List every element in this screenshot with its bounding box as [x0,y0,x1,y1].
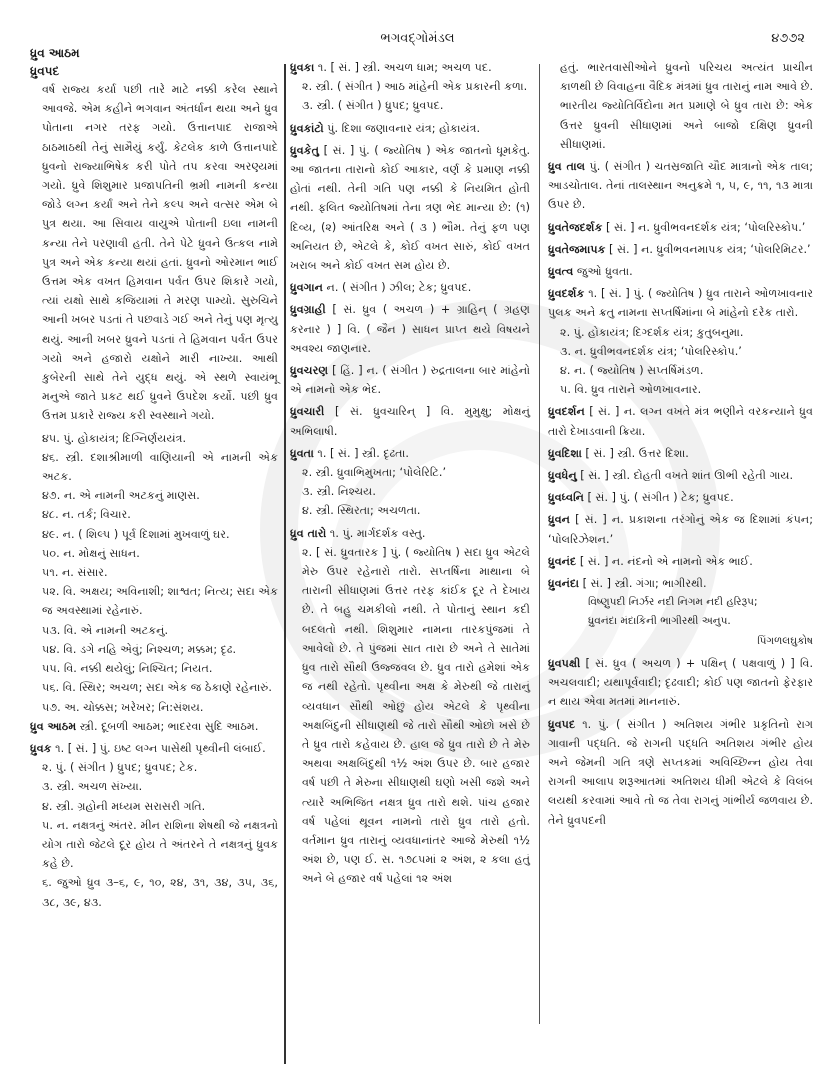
sense: ૫૩. વિ. એ નામની અટકનું. [42,623,169,637]
dictionary-entry [548,488,813,507]
sub-sense: ૨. [ સં. ધ્રુવતારક ] પું. ( જ્યોતિષ ) સદા ધ્રુવ એટલે મેરુ ઉપર રહેનારો તારો. સપ્તર્ષિના માથાના બે તારાની સીધાણમાં ઉત્તર તરફ કાંઈક દૂર તે દેખાય છે. તે બહુ ચમકીલો નથી. તે પોતાનું સ્થાન કદી બદલતો નથી. શિશુમાર નામના તારકપુંજમાં તે આવેલો છે. તે પુંજમાં સાત તારા છે અને તે સાતેમાં ધ્રુવ તારો સૌથી ઉજ્જવલ છે. ધ્રુવ તારો હમેશાં એક જ નથી રહેતો. પૃથ્વીના અક્ષ કે મેરુથી જે તારાનું વ્યવધાન સૌથી ઓછું હોય એટલે કે પૃથ્વીના અક્ષબિંદુની સીધાણથી જે તારો સૌથી ઓછો ખસે છે તે ધ્રુવ તારો કહેવાય છે. હાલ જે ધ્રુવ તારો છે તે મેરુ અથવા અક્ષબિંદુથી ૧½ અંશ ઉપર છે. બાર હજાર વર્ષ પછી તે મેરુના સીધાણથી ઘણો ખસી જશે અને ત્યારે અભિજિત નક્ષત્ર ધ્રુવ તારો થશે. પાંચ હજાર વર્ષ પહેલાં થૂવન નામનો તારો ધ્રુવ તારો હતો. વર્તમાન ધ્રુવ તારાનું વ્યવધાનાંતર આજે મેરુથી ૧½ અંશ છે, પણ ઈ. સ. ૧૭૮૫માં ૨ અંશ, ૨ કલા હતું અને બે હજાર વર્ષ પહેલાં ૧૨ અંશ [302,545,530,886]
headword: ધ્રુવગાન [290,281,323,295]
definition: [ સં. ] પું. ( જ્યોતિષ ) એક જાતનો ધૂમકેતુ. આ જાતના તારાનો કોઈ આકાર, વર્ણ કે પ્રમાણ નક્કી હોતાં નથી. તેની ગતિ પણ નક્કી કે નિયમિત હોતી નથી. ફલિત જ્યોતિષમાં તેના ત્રણ ભેદ માન્યા છે: (૧) દિવ્ય, (૨) આંતરિક્ષ અને ( ૩ ) ભૌમ. તેનું ફળ પણ અનિયત છે, એટલે કે, કોઈ વખત સારું, કોઈ વખત ખરાબ અને કોઈ વખત સમ હોય છે. [290,143,531,273]
headword: ધ્રુવચારી [290,405,325,419]
sub-sense: ૩. સ્ત્રી. નિશ્ચય. [302,485,376,499]
headword: ધ્રુવકા [290,61,315,74]
definition: [ સં. ] ન. પ્રકાશના તરંગોનું એક જ દિશામાં કંપન; ‘પોલરિઝેશન.’ [548,513,813,546]
headword: ધ્રુવ તાલ [548,160,586,174]
sub-sense: ૫. ન. નક્ષત્રનું અંતર. મીન રાશિના શેષથી જે નક્ષત્રનો યોગ તારો જેટલે દૂર હોય તે અંતરને તે નક્ષત્રનું ધ્રુવક કહે છે. [42,818,278,871]
sub-sense: ૨. સ્ત્રી. ધ્રુવાભિમુખતા; ‘પોલેરિટિ.’ [302,466,447,480]
sub-sense: ૨. પું. હોકાયંત્ર; દિગ્દર્શક યંત્ર; કુતુબનુમા. [560,325,744,339]
headword: ધ્રુવન [548,513,571,527]
sense: ૫૧. ન. સંસાર. [42,566,108,580]
headword: ધ્રુવપદ [548,717,576,731]
sub-sense: ૪. સ્ત્રી. સ્થિરતા; અચળતા. [302,504,421,518]
sub-sense: ૪. સ્ત્રી. ગ્રહોની મધ્યમ સરાસરી ગતિ. [42,799,206,813]
headword: ધ્રુવપક્ષી [548,656,581,670]
sense: ૫૫. વિ. નક્કી થયેલું; નિશ્ચિત; નિયત. [42,662,213,676]
headword: ધ્રુવતેજમાપક [548,242,606,256]
sub-sense: ૫. વિ. ધ્રુવ તારાને ઓળખાવનાર. [560,383,702,397]
dictionary-entry [290,361,530,399]
definition: [ સં. ] સ્ત્રી. દોહતી વખતે શાંત ઊભી રહેતી ગાય. [580,469,794,483]
dictionary-entry [290,141,530,275]
definition: ૧. [ સં. ] સ્ત્રી. દૃઢતા. [317,446,409,460]
definition: પું. દિશા જણાવનાર યંત્ર; હોકાયંત્ર. [327,121,481,135]
definition: [ સં. ] ન. ધ્રુવીભવનમાપક યંત્ર; ‘પોલરિમિટર.’ [609,242,811,256]
dictionary-entry [548,552,813,571]
dictionary-entry [30,739,278,912]
headword: ધ્રુવકાંટો [290,121,324,135]
column-1 [30,44,278,1051]
definition: [ હિં. ] ન. ( સંગીત ) રુદ્રતાલના બાર માંહેનો એ નામનો એક ભેદ. [290,364,530,397]
dictionary-entry [548,444,813,463]
definition: પું. ( સંગીત ) ચતસ્રજાતિ ચૌદ માત્રાનો એક તાલ; આડચોતાલ. તેનાં તાલસ્થાન અનુક્રમે ૧, ૫, ૯, ૧૧, ૧૩ માત્રા ઉપર છે. [548,160,813,212]
dictionary-entry [290,278,530,297]
headword: ધ્રુવદર્શક [548,287,585,301]
sub-sense: ૩. સ્ત્રી. ( સંગીત ) ધ્રુપદ; ધ્રુવપદ. [302,99,444,113]
sub-sense: ૨. પું. ( સંગીત ) ધ્રુપદ; ધ્રુવપદ; ટેક. [42,761,198,775]
definition: [ સં. ધ્રુવચારિન્ ] વિ. મુમુક્ષુ; મોક્ષનું અભિલાષી. [290,405,530,438]
headword: ધ્રુવક [30,741,52,755]
dictionary-entry [290,58,530,116]
dictionary-entry [548,510,813,548]
sense: ૪૫. પું. હોકાયંત્ર; દિગ્નિર્ણયયંત્ર. [42,431,187,445]
headword: ધ્રુવચરણ [290,364,329,378]
dictionary-entry [548,284,813,399]
book-title: ભગવદ્ગોમંડલ [380,30,455,46]
sense: ૪૬. સ્ત્રી. દશાશ્રીમાળી વાણિયાની એ નામની એક અટક. [42,450,278,484]
dictionary-entry [548,574,813,651]
headword: ધ્રુવધ્વનિ [548,491,584,505]
dictionary-entry [290,119,530,138]
dictionary-entry [290,444,530,521]
dictionary-entry [548,262,813,281]
dictionary-entry [290,524,530,889]
headword: ધ્રુવ આઠમ [30,719,77,733]
sub-sense: ૩. ન. ધ્રુવીભવનદર્શક યંત્ર; ‘પોલરિસ્કોપ.’ [560,344,742,358]
entry-continuation: હતું. ભારતવાસીઓને ધ્રુવનો પરિચય અત્યંત પ્રાચીન કાળથી છે વિવાહના વૈદિક મંત્રમાં ધ્રુવ તારાનું નામ આવે છે. ભારતીય જ્યોતિર્વિદોના મત પ્રમાણે બે ધ્રુવ તારા છે: એક ઉત્તર ધ્રુવની સીધાણમાં અને બાજો દક્ષિણ ધ્રુવની સીધાણમાં. [560,61,813,151]
definition: [ સં. ] ન. ધ્રુવીભવનદર્શક યંત્ર; ‘પોલરિસ્કોપ.’ [606,220,806,234]
guide-word-last: ધ્રુવપદ [30,64,60,78]
dictionary-entry [290,300,530,358]
definition: સ્ત્રી. દૂબળી આઠમ; ભાદરવા સુદિ આઠમ. [79,719,259,733]
headword: ધ્રુવ તારો [290,526,327,540]
definition: [ સં. ધ્રુવ ( અચળ ) + પક્ષિન્ ( પક્ષવાળું ) ] વિ. અચલવાદી; યથાપૂર્વવાદી; દૃઢવાદી; કોઈ પણ જાતનો ફેરફાર ન થાય એવા મતમાં માનનારું. [548,656,814,709]
dictionary-entry [548,654,813,712]
headword: ધ્રુવદિશા [548,446,582,460]
sense: ૫૦. ન. મોક્ષનું સાધન. [42,546,140,560]
entry-continuation: વર્ષ રાજ્ય કર્યા પછી તારે માટે નક્કી કરેલ સ્થાને આવજે. એમ કહીને ભગવાન અંતર્ધાન થયા અને ધ્રુવ પોતાના નગર તરફ ગયો. ઉત્તાનપાદ રાજાએ ઠાઠમાઠથી તેનું સામૈયું કર્યું. કેટલેક કાળે ઉત્તાનપાદે ધ્રુવનો રાજ્યાભિષેક કરી પોતે તપ કરવા અરણ્યમાં ગયો. ધ્રુવે શિશુમાર પ્રજાપતિની ભ્રમી નામની કન્યા જોડે લગ્ન કર્યાં અને તેને કલ્પ અને વત્સર એમ બે પુત્ર થયા. આ સિવાય વાયુએ પોતાની ઇલા નામની કન્યા તેને પરણાવી હતી. તેને પેટે ધ્રુવને ઉત્કલ નામે પુત્ર અને એક કન્યા થયાં હતાં. ધ્રુવનો ઓરમાન ભાઈ ઉત્તમ એક વખત હિમવાન પર્વત ઉપર શિકારે ગયો, ત્યાં યક્ષો સાથે કજિયામાં તે મરણ પામ્યો. સુરુચિને આની ખબર પડતાં તે પછવાડે ગઈ અને તેનું પણ મૃત્યુ થયું. આની ખબર ધ્રુવને પડતાં તે હિમવાન પર્વત ઉપર ગયો અને હજારો યક્ષોને મારી નાખ્યા. આથી કુબેરની સાથે તેને યુદ્ધ થયું. એ સ્થળે સ્વાયંભૂ મનુએ જાતે પ્રકટ થઈ ધ્રુવને ઉપદેશ કર્યો. પછી ધ્રુવ ઉત્તમ પ્રકારે રાજ્ય કરી સ્વસ્થાને ગયો. [42,83,278,423]
sub-sense: ૬. જુઓ ધ્રુવ ૩–૬, ૯, ૧૦, ૨૪, ૩૧, ૩૪, ૩૫, ૩૬, ૩૮, ૩૯, ૪૩. [42,876,278,909]
definition: [ સં. ] સ્ત્રી. ઉત્તર દિશા. [585,446,689,460]
definition: ૧. [ સં. ] પું. ( જ્યોતિષ ) ધ્રુવ તારાને ઓળખાવનાર પુલક અને ક્રતુ નામના સપ્તર્ષિમાંના બે માંહેનો દરેક તારો. [548,287,813,320]
headword: ધ્રુવત્વ [548,265,574,279]
headword: ધ્રુવનંદ [548,554,577,568]
definition: [ સં. ધ્રુવ ( અચળ ) + ગ્રાહિન્ ( ગ્રહણ કરનાર ) ] વિ. ( જૈન ) સાધન પ્રાપ્ત થયે વિષયને અવશ્ય જાણનાર. [290,303,530,355]
definition: [ સં. ] ન. નંદનો એ નામનો એક ભાઈ. [579,554,753,568]
dictionary-entry [548,715,813,830]
definition: ૧. પું. ( સંગીત ) અતિશય ગંભીર પ્રકૃતિનો રાગ ગાવાની પદ્ધતિ. જે રાગની પદ્ધતિ અતિશય ગંભીર હોય અને જેમની ગતિ ત્રણે સપ્તકમાં અવિચ્છિન્ન હોય તેવા રાગની આલાપ શરૂઆતમાં અતિશય ધીમી એટલે કે વિલંબ લયથી કરવામાં આવે તો જ તેવા રાગનું ગાંભીર્ય જળવાય છે. તેને ધ્રુવપદની [548,717,813,827]
sense: ૫૬. વિ. સ્થિર; અચળ; સદા એક જ ઠેકાણે રહેનારું. [42,681,272,695]
column-divider-2 [539,64,540,1024]
dictionary-entry [548,218,813,237]
sub-sense: ૨. સ્ત્રી. ( સંગીત ) આઠ માંહેની એક પ્રકારની કળા. [302,80,528,94]
headword: ધ્રુવકેતુ [290,143,319,157]
sense: ૪૯. ન. ( શિલ્પ ) પૂર્વ દિશામાં મુખવાળું ઘર. [42,527,230,541]
definition: ૧. [ સં. ] સ્ત્રી. અચળ ધામ; અચળ પદ. [317,61,492,74]
definition: [ સં. ] સ્ત્રી. ગંગા; ભાગીરથી. [582,577,707,591]
headword: ધ્રુવગ્રાહી [290,303,326,317]
definition: જુઓ ધ્રુવતા. [576,265,633,279]
headword: ધ્રુવધેનુ [548,469,577,483]
headword: ધ્રુવનંદા [548,577,580,591]
quote-source: પિંગળલઘુકોષ [757,634,813,647]
sub-sense: ૩. સ્ત્રી. અચળ સંખ્યા. [42,780,143,794]
verse-quote-line: ધ્રુવનંદા મંદાકિની ભાગીરથી અનુપ. [588,615,731,628]
sense: ૫૪. વિ. ડગે નહિ એવું; નિશ્ચળ; મક્કમ; દૃઢ. [42,642,237,656]
dictionary-entry [290,402,530,440]
headword: ધ્રુવતા [290,446,314,460]
definition: [ સં. ] ન. લગ્ન વખતે મંત્ર ભણીને વરકન્યાને ધ્રુવ તારો દેખાડવાની ક્રિયા. [548,405,813,438]
column-divider-1 [284,64,286,1064]
dictionary-entry [548,402,813,440]
page-number: ૪૭૭૨ [771,30,805,46]
sense: ૪૭. ન. એ નામની અટકનું માણસ. [42,489,200,503]
definition: [ સં. ] પું. ( સંગીત ) ટેક; ધ્રુવપદ. [587,491,734,505]
sense: ૪૮. ન. તર્ક; વિચાર. [42,508,131,522]
definition: ૧. પું. માર્ગદર્શક વસ્તુ. [329,526,426,540]
sense: ૫૨. વિ. અક્ષય; અવિનાશી; શાશ્વત; નિત્ય; સદા એક જ અવસ્થામાં રહેનારું. [42,585,278,618]
sense: ૫૭. અ. ચોક્કસ; ખરેખર; નિ:સંશય. [42,700,204,714]
guide-word-first: ધ્રુવ આઠમ [30,46,80,60]
sub-sense: ૪. ન. ( જ્યોતિષ ) સપ્તર્ષિમંડળ. [560,364,704,378]
definition: ૧. [ સં. ] પું. ઇષ્ટ લગ્ન પાસેથી પૃથ્વીની લંબાઈ. [55,741,266,755]
definition: ન. ( સંગીત ) ઝીલ; ટેક; ધ્રુવપદ. [326,281,472,295]
dictionary-entry [548,240,813,259]
dictionary-entry [548,157,813,215]
column-3 [548,58,813,1051]
verse-quote-line: વિષ્ણુપદી નિર્ઝર નદી નિગમ નદી હરિરૂપ; [588,596,758,609]
column-2 [290,58,530,1051]
headword: ધ્રુવતેજદર્શક [548,220,603,234]
sense-list [30,429,278,717]
dictionary-entry [30,717,278,736]
headword: ધ્રુવદર્શન [548,405,585,419]
dictionary-entry [548,466,813,485]
